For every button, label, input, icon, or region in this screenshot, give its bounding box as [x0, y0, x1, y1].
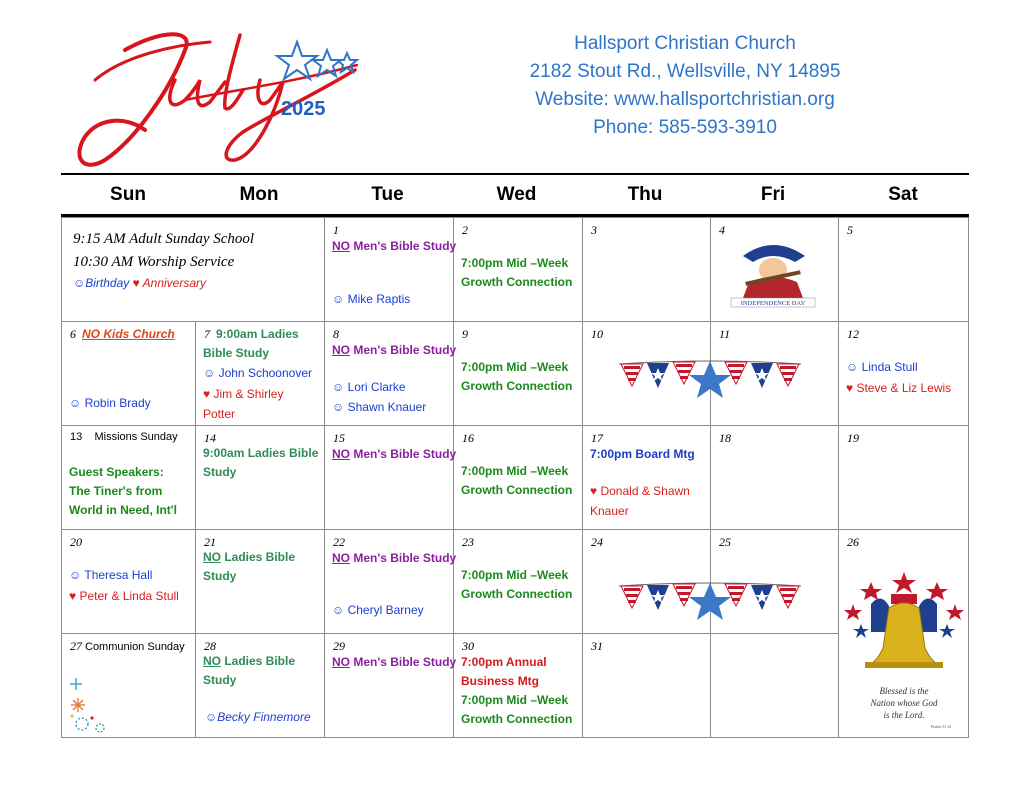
birthday-entry: ☺ Theresa Hall: [69, 568, 153, 582]
day-cell[interactable]: [583, 426, 711, 530]
empty-cell: [711, 634, 839, 738]
guest-speakers-2: The Tiner's from: [69, 484, 163, 498]
day-cell[interactable]: [454, 634, 583, 738]
church-website[interactable]: Website: www.hallsportchristian.org: [535, 89, 835, 110]
day-cell[interactable]: [62, 322, 196, 426]
event-mens-study: NO Men's Bible Study: [332, 551, 457, 565]
day-number: 3: [591, 223, 597, 237]
day-number: 24: [591, 535, 603, 549]
day-number: 18: [719, 431, 731, 445]
event-ladies-study-2: Study: [203, 465, 237, 479]
event-mid-week: 7:00pm Mid –Week: [461, 464, 569, 478]
event-ladies-study-2: Study: [203, 673, 237, 687]
anniversary-entry: ♥ Steve & Liz Lewis: [846, 381, 952, 395]
weekday-wed: Wed: [496, 184, 537, 205]
event-ladies-study: NO Ladies Bible: [203, 654, 296, 668]
day-number: 2: [462, 223, 468, 237]
day-cell[interactable]: [196, 426, 325, 530]
day-number: 1: [333, 223, 339, 237]
anniversary-entry: ♥ Donald & Shawn: [590, 484, 690, 498]
day-cell[interactable]: [325, 218, 457, 322]
colonial-fifer-icon: [725, 236, 821, 308]
event-mens-study: NO Men's Bible Study: [332, 343, 457, 357]
flag-bunting-icon-2: [617, 580, 803, 624]
day-number: 23: [462, 535, 474, 549]
svg-text:INDEPENDENCE DAY: INDEPENDENCE DAY: [740, 300, 806, 307]
event-mens-study: NO Men's Bible Study: [332, 447, 457, 461]
communion-sunday: Communion Sunday: [85, 641, 185, 653]
birthday-entry: ☺ Lori Clarke: [332, 380, 406, 394]
day-number: 27 Communion Sunday: [70, 639, 185, 653]
event-ladies-study-2: Study: [203, 569, 237, 583]
svg-text:Psalm 33:12: Psalm 33:12: [930, 724, 952, 729]
day-number: 7 9:00am Ladies: [204, 327, 299, 341]
day-number: 10: [591, 327, 603, 341]
day-number: 5: [847, 223, 853, 237]
day-cell[interactable]: [325, 530, 457, 634]
anniversary-entry: ♥ Jim & Shirley: [203, 387, 284, 401]
guest-speakers-3: World in Need, Int'l: [69, 503, 177, 517]
day-cell[interactable]: [583, 218, 711, 322]
event-ladies-study: NO Ladies Bible: [203, 550, 296, 564]
day-cell[interactable]: [62, 634, 196, 738]
day-cell[interactable]: [454, 322, 583, 426]
day-number: 25: [719, 535, 731, 549]
event-mid-week: 7:00pm Mid –Week: [461, 693, 569, 707]
day-cell[interactable]: [62, 426, 196, 530]
church-address: 2182 Stout Rd., Wellsville, NY 14895: [529, 61, 841, 82]
day-number: 11: [719, 327, 731, 341]
weekday-tue: Tue: [371, 184, 404, 205]
day-number: 13 Missions Sunday: [70, 431, 178, 443]
calendar-grid: [61, 217, 969, 738]
weekday-sun: Sun: [110, 184, 146, 205]
day-cell[interactable]: [711, 426, 839, 530]
day-number: 9: [462, 327, 468, 341]
liberty-bell-icon: [841, 570, 967, 736]
day-cell[interactable]: [711, 218, 839, 322]
day-cell[interactable]: [583, 634, 711, 738]
day-number: 6 NO Kids Church: [70, 327, 175, 341]
day-cell[interactable]: [839, 322, 969, 426]
day-number: 4: [719, 223, 725, 237]
day-number: 15: [333, 431, 345, 445]
birthday-entry: ☺ John Schoonover: [203, 366, 312, 380]
event-ladies-study: Bible Study: [203, 346, 270, 360]
flag-bunting-icon: [617, 358, 803, 402]
header-top-rule: [61, 173, 969, 175]
church-info: [470, 30, 900, 142]
event-mid-week: 7:00pm Mid –Week: [461, 256, 569, 270]
day-cell[interactable]: [454, 530, 583, 634]
firework-corner-icon: [68, 672, 116, 736]
day-cell[interactable]: [839, 218, 969, 322]
day-number: 31: [591, 639, 603, 653]
day-cell[interactable]: [454, 426, 583, 530]
event-annual-meeting-2: Business Mtg: [461, 674, 540, 688]
church-name: Hallsport Christian Church: [574, 33, 796, 54]
day-cell[interactable]: [325, 634, 457, 738]
day-cell[interactable]: [196, 634, 325, 738]
intro-cell: [62, 218, 325, 322]
day-number: 12: [847, 327, 859, 341]
day-cell[interactable]: [839, 426, 969, 530]
birthday-entry: ☺ Robin Brady: [69, 396, 151, 410]
weekday-sat: Sat: [888, 184, 918, 205]
event-board-meeting: 7:00pm Board Mtg: [590, 447, 695, 461]
day-number: 30: [462, 639, 474, 653]
day-number: 28: [204, 639, 216, 653]
guest-speakers: Guest Speakers:: [69, 465, 164, 479]
birthday-entry-2: ☺ Shawn Knauer: [332, 400, 427, 414]
weekday-header: [61, 176, 969, 216]
birthday-legend: ☺Birthday: [73, 276, 130, 290]
day-cell[interactable]: [196, 322, 325, 426]
svg-text:Nation whose God: Nation whose God: [870, 698, 938, 708]
birthday-entry: ☺Becky Finnemore: [205, 710, 311, 724]
stars-icon: [277, 42, 357, 79]
weekday-mon: Mon: [239, 184, 279, 205]
birthday-entry: ☺ Cheryl Barney: [332, 603, 424, 617]
day-number: 26: [847, 535, 859, 549]
svg-text:is the Lord.: is the Lord.: [883, 710, 925, 720]
event-mid-week-2: Growth Connection: [461, 587, 573, 601]
birthday-entry: ☺ Linda Stull: [846, 360, 918, 374]
missions-sunday: Missions Sunday: [94, 431, 178, 443]
intro-legend: [73, 274, 206, 293]
day-number: 29: [333, 639, 345, 653]
event-mid-week-2: Growth Connection: [461, 379, 573, 393]
day-number: 21: [204, 535, 216, 549]
event-mid-week: 7:00pm Mid –Week: [461, 360, 569, 374]
intro-sunday-school: 9:15 AM Adult Sunday School: [73, 231, 255, 247]
day-number: 19: [847, 431, 859, 445]
day-cell[interactable]: [325, 322, 457, 426]
no-kids-church: NO Kids Church: [82, 327, 175, 341]
event-mid-week: 7:00pm Mid –Week: [461, 568, 569, 582]
day-cell[interactable]: [325, 426, 457, 530]
day-cell[interactable]: [196, 530, 325, 634]
event-mid-week-2: Growth Connection: [461, 275, 573, 289]
event-mid-week-2: Growth Connection: [461, 712, 573, 726]
day-cell[interactable]: [839, 530, 969, 738]
calendar-year: 2025: [281, 98, 326, 120]
intro-worship: 10:30 AM Worship Service: [73, 254, 235, 270]
day-number: 8: [333, 327, 339, 341]
anniversary-legend: ♥ Anniversary: [132, 276, 206, 290]
day-cell[interactable]: [454, 218, 583, 322]
anniversary-entry-2: Potter: [203, 407, 236, 421]
weekday-fri: Fri: [760, 184, 786, 205]
church-phone: Phone: 585-593-3910: [593, 117, 777, 138]
july-script-logo: [65, 20, 375, 170]
day-cell[interactable]: [62, 530, 196, 634]
event-annual-meeting: 7:00pm Annual: [461, 655, 547, 669]
anniversary-entry: ♥ Peter & Linda Stull: [69, 589, 179, 603]
birthday-entry: ☺ Mike Raptis: [332, 292, 411, 306]
day-number: 20: [70, 535, 82, 549]
svg-text:Blessed is the: Blessed is the: [879, 686, 929, 696]
event-mens-study: NO Men's Bible Study: [332, 655, 457, 669]
day-number: 16: [462, 431, 474, 445]
day-number: 22: [333, 535, 345, 549]
weekday-thu: Thu: [627, 184, 663, 205]
anniversary-entry-2: Knauer: [590, 504, 629, 518]
event-mid-week-2: Growth Connection: [461, 483, 573, 497]
event-mens-study: NO Men's Bible Study: [332, 239, 457, 253]
event-ladies-study: 9:00am Ladies Bible: [203, 446, 319, 460]
day-number: 17: [591, 431, 603, 445]
day-number: 14: [204, 431, 216, 445]
